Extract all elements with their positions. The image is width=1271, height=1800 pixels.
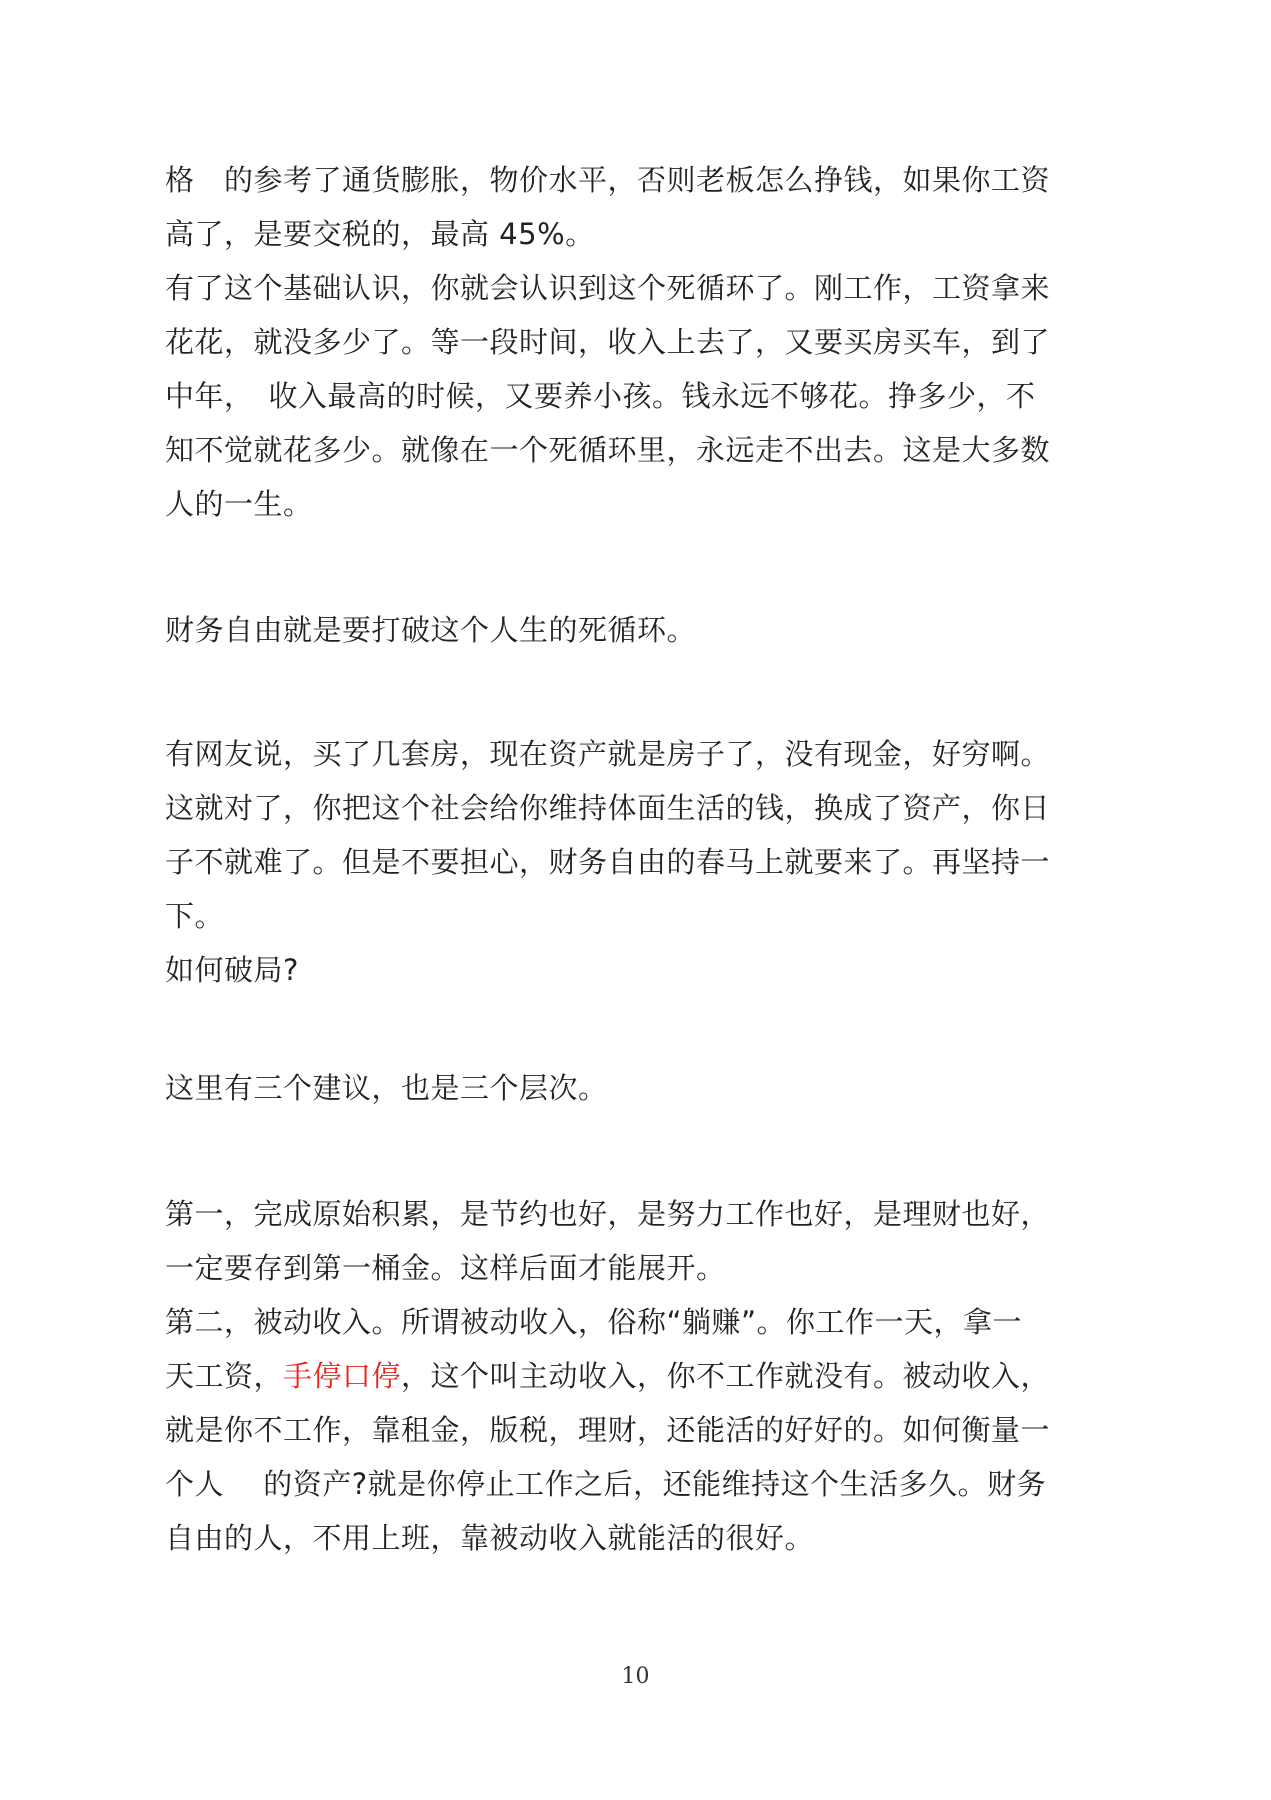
text-line: 第一，完成原始积累，是节约也好，是努力工作也好，是理财也好， <box>165 1197 1051 1231</box>
text-line-with-highlight <box>165 1349 1095 1403</box>
blank-line <box>165 531 1095 585</box>
text-line: 个人 的资产?就是你停止工作之后，还能维持这个生活多久。财务 <box>165 1467 1047 1501</box>
text-line: 这里有三个建议，也是三个层次。 <box>165 1071 608 1105</box>
highlighted-phrase: 手停口停 <box>283 1359 402 1393</box>
text-line: 自由的人，不用上班，靠被动收入就能活的很好。 <box>165 1521 815 1555</box>
text-line: 知不觉就花多少。就像在一个死循环里，永远走不出去。这是大多数 <box>165 433 1051 467</box>
text-line: 就是你不工作，靠租金，版税，理财，还能活的好好的。如何衡量一 <box>165 1413 1051 1447</box>
blank-line <box>165 997 1095 1051</box>
text-line: 财务自由就是要打破这个人生的死循环。 <box>165 613 697 647</box>
text-line: 有网友说，买了几套房，现在资产就是房子了，没有现金，好穷啊。 <box>165 737 1051 771</box>
text-line: 子不就难了。但是不要担心，财务自由的春马上就要来了。再坚持一 <box>165 845 1051 879</box>
text-line: 下。 <box>165 899 225 933</box>
blank-line <box>165 1115 1095 1169</box>
text-line: 如何破局? <box>165 953 299 987</box>
text-line: 中年， 收入最高的时候，又要养小孩。钱永远不够花。挣多少，不 <box>165 379 1036 413</box>
body-text <box>165 153 1095 1565</box>
line-part: ，这个叫主动收入，你不工作就没有。被动收入， <box>401 1359 1051 1393</box>
text-line: 花花，就没多少了。等一段时间，收入上去了，又要买房买车，到了 <box>165 325 1051 359</box>
text-line: 人的一生。 <box>165 487 313 521</box>
text-line: 格 的参考了通货膨胀，物价水平，否则老板怎么挣钱，如果你工资 <box>165 163 1051 197</box>
text-line: 第二，被动收入。所谓被动收入，俗称“躺赚”。你工作一天，拿一 <box>165 1305 1023 1339</box>
blank-line <box>165 657 1095 711</box>
text-line: 高了，是要交税的，最高 45%。 <box>165 217 595 251</box>
page-number: 10 <box>621 1664 650 1689</box>
text-line: 一定要存到第一桶金。这样后面才能展开。 <box>165 1251 726 1285</box>
text-line: 这就对了，你把这个社会给你维持体面生活的钱，换成了资产，你日 <box>165 791 1051 825</box>
text-line: 有了这个基础认识，你就会认识到这个死循环了。刚工作，工资拿来 <box>165 271 1051 305</box>
line-part: 天工资， <box>165 1359 284 1393</box>
